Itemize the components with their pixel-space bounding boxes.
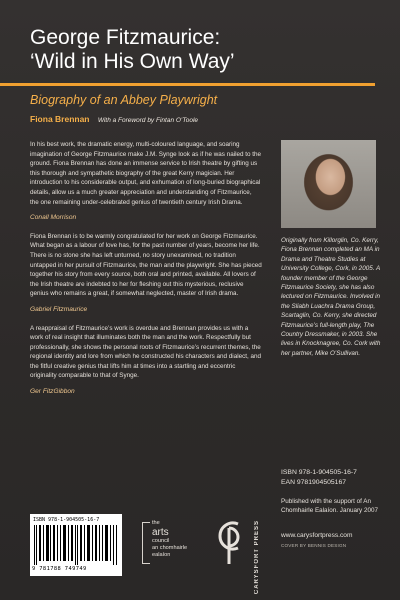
author-photo [281, 140, 376, 228]
author-bio: Originally from Killorglin, Co. Kerry, Fiona Brennan completed an MA in Drama and Theatre Studies at University College, Cork, in 2005. A founder member of the George Fitzmaurice Society, she has also lectured on Fitzmaurice. Involved in the Sliabh Luachra Drama Group, Scartaglin, Co. Kerry, she directed Fitzmaurice’s full-length play, The Country Dressmaker, in 2003. She lives in Knocknagree, Co. Cork with her partner, Mike O’Sullivan. [281, 237, 381, 357]
arts-line-4: an chomhairle [152, 545, 188, 551]
barcode-bars [34, 525, 118, 565]
title-line-2: ‘Wild in His Own Way’ [30, 50, 235, 73]
book-title [30, 26, 390, 74]
cp-monogram-icon [210, 514, 250, 570]
blurbs-column [30, 140, 262, 406]
barcode [30, 514, 122, 576]
title-divider [0, 83, 375, 86]
blurb-text: Fiona Brennan is to be warmly congratulated for her work on George Fitzmaurice. What began as a labour of love has, for the past number of years, become her life. There is no stone she has left unturned, no story unexamined, no tradition untapped in her pursuit of Fitzmaurice, the man and the playwright. She has pieced together his story from every source, both oral and printed, available. All lovers of the Irish theatre are indebted to her for fleshing out this mysterious, reclusive genius who remains a great, if somewhat neglected, master of Irish drama. [30, 232, 262, 298]
author-name: Fiona Brennan [30, 114, 90, 124]
blurb-attribution: Ger FitzGibbon [30, 388, 75, 396]
blurb-attribution: Conall Morrison [30, 214, 77, 222]
arts-line-2: arts [152, 527, 169, 538]
arts-line-5: ealaíon [152, 552, 171, 558]
publisher-name: CARYSFORT PRESS [254, 520, 260, 595]
blurb-attribution: Gabriel Fitzmaurice [30, 305, 88, 313]
book-subtitle: Biography of an Abbey Playwright [30, 93, 218, 107]
barcode-isbn-text: ISBN 978-1-904505-16-7 [33, 517, 100, 523]
author-line [30, 114, 198, 124]
support-note: Published with the support of An Chomhairle Ealaíon. January 2007 [281, 498, 378, 515]
design-credit: COVER BY BENNIS DESIGN [281, 543, 347, 548]
ean-line: EAN 9781904505167 [281, 479, 347, 486]
arts-line-3: council [152, 538, 170, 544]
isbn-line: ISBN 978-1-904505-16-7 [281, 469, 357, 476]
foreword-credit: With a Foreword by Fintan O’Toole [97, 117, 199, 124]
arts-line-1: the [152, 520, 160, 526]
barcode-number: 9 781788 749749 [32, 566, 87, 572]
carysfort-press-logo [210, 514, 272, 595]
publisher-url: www.carysfortpress.com [281, 532, 353, 539]
blurb-text: In his best work, the dramatic energy, multi-coloured language, and soaring imagination of George Fitzmaurice make J.M. Synge look as if he was nailed to the ground. Fiona Brennan has done an immense service to Irish theatre by gifting us this thorough and sympathetic biography of the great Kerry magician. Her introduction to his considerable output, and exhumation of long-buried biographical details, allow us a much greater appreciation and understanding of Fitzmaurice, the one remaining under-celebrated genius of twentieth century Irish Drama. [30, 141, 261, 206]
blurb-text: A reappraisal of Fitzmaurice’s work is overdue and Brennan provides us with a work of real insight that illuminates both the man and the work. Respectfully but professionally, she shows the personal roots of Fitzmaurice’s recurrent themes, the regional identity and lore from which he constructed his characters and dialect, and the fitful creative genius that lifts him at times into a startling and eccentric originality comparable to that of Synge. [30, 324, 262, 380]
arts-council-logo [142, 520, 188, 566]
isbn-block [281, 468, 357, 488]
title-line-1: George Fitzmaurice: [30, 26, 221, 49]
